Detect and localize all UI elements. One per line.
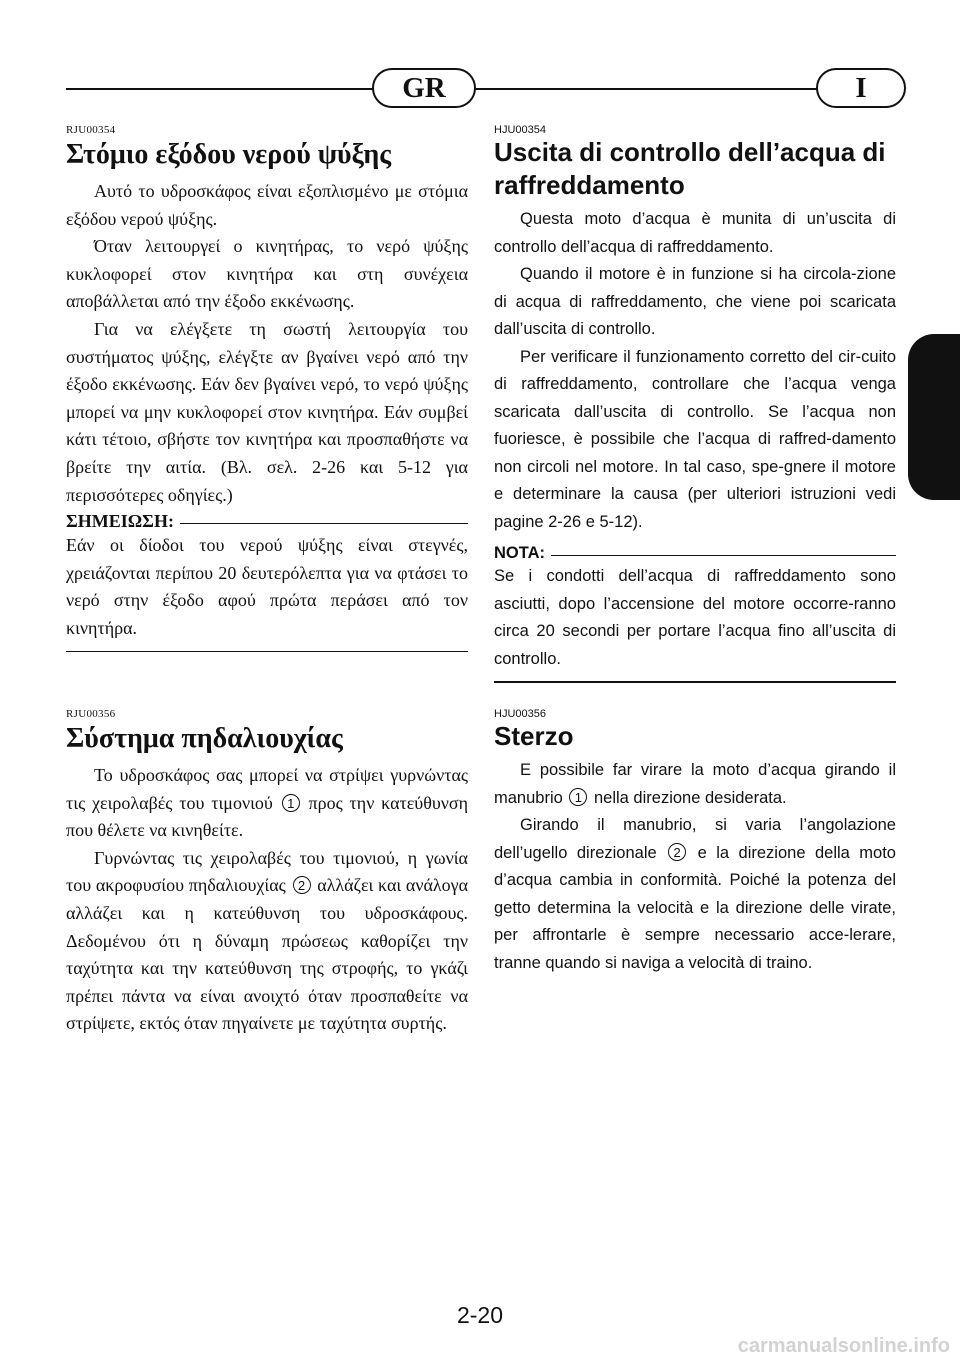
- page-number: 2-20: [456, 1302, 504, 1328]
- language-tab-greek: GR: [372, 68, 476, 108]
- note-header: [66, 511, 468, 532]
- section-title: Σύστημα πηδαλιουχίας: [66, 723, 343, 754]
- section-code: HJU00356: [494, 708, 546, 720]
- greek-section-steering: [66, 708, 468, 1038]
- italian-section-cooling-outlet: [494, 124, 896, 683]
- greek-section-cooling-outlet: [66, 124, 468, 652]
- paragraph-text: E possibile far virare la moto d’acqua girando il manubrio: [494, 761, 896, 807]
- paragraph: Questa moto d’acqua è munita di un’uscita di controllo dell’acqua di raffreddamento.: [494, 210, 896, 256]
- section-code: RJU00356: [66, 708, 116, 720]
- paragraph: Αυτό το υδροσκάφος είναι εξοπλισμένο με στόμια εξόδου νερού ψύξης.: [66, 181, 468, 229]
- paragraph-text: nella direzione desiderata.: [593, 788, 787, 807]
- paragraph: Quando il motore è in funzione si ha circola-zione di acqua di raffreddamento, che viene poi scaricata dall’uscita di controllo.: [494, 265, 896, 338]
- paragraph-text: προς την κατεύθυνση που θέλετε να κινηθείτε.: [66, 792, 469, 841]
- watermark[interactable]: carmanualsonline.info: [737, 1335, 950, 1357]
- paragraph: [66, 762, 468, 845]
- note-header: [494, 544, 896, 563]
- note-text: Εάν οι δίοδοι του νερού ψύξης είναι στεγνές, χρειάζονται περίπου 20 δευτερόλεπτα για να φτάσει το νερό στην έξοδο αφού πρώτα περάσει από τον κινητήρα.: [66, 535, 468, 638]
- paragraph: [494, 812, 896, 977]
- paragraph: [494, 757, 896, 812]
- callout-1-icon: 1: [282, 794, 300, 812]
- note-rule: [180, 523, 468, 525]
- paragraph-text: Girando il manubrio, si varia l’angolazione dell’ugello direzionale: [494, 816, 896, 862]
- note-end-rule: [494, 681, 896, 683]
- chapter-thumb-tab: [908, 334, 960, 500]
- paragraph-text: αλλάζει και ανάλογα αλλάζει και η κατεύθυνση του υδροσκάφους. Δεδομένου ότι η δύναμη πρώσεως καθορίζει την ταχύτητα και την κατεύθυνση της στροφής, το γκάζι πρέπει πάντα να είναι ανοιχτό όταν προσπαθείτε να στρίψετε, εκτός όταν πηγαίνετε με ταχύτητα συρτής.: [66, 875, 469, 1034]
- note-rule: [551, 555, 896, 557]
- italian-section-steering: [494, 708, 896, 977]
- paragraph: Όταν λειτουργεί ο κινητήρας, το νερό ψύξης κυκλοφορεί στον κινητήρα και στη συνέχεια αποβάλλεται από την έξοδο εκκένωσης.: [66, 236, 468, 312]
- section-title: Uscita di controllo dell’acqua di raffreddamento: [494, 137, 886, 200]
- paragraph-text: e la direzione della moto d’acqua cambia in conformità. Poiché la potenza del getto determina la velocità e la direzione delle virate, per affrontarle è sempre necessario acce-lerare, tranne quando si naviga a velocità di traino.: [494, 843, 896, 972]
- section-code: RJU00354: [66, 124, 116, 136]
- paragraph-text: Το υδροσκάφος σας μπορεί να στρίψει γυρνώντας τις χειρολαβές του τιμονιού: [66, 765, 468, 813]
- paragraph: Για να ελέγξετε τη σωστή λειτουργία του συστήματος ψύξης, ελέγξτε αν βγαίνει νερό από την έξοδο εκκένωσης. Εάν δεν βγαίνει νερό, το νερό ψύξης μπορεί να μην κυκλοφορεί στον κινητήρα. Εάν συμβεί κάτι τέτοιο, σβήστε τον κινητήρα και προσπαθήστε να βρείτε την αιτία. (Βλ. σελ. 2-26 και 5-12 για περισσότερες οδηγίες.): [66, 318, 468, 505]
- paragraph: Per verificare il funzionamento corretto del cir-cuito di raffreddamento, controllare che l’acqua venga scaricata dall’uscita di controllo. Se l’acqua non fuoriesce, è possibile che l’acqua di raffred-damento non circoli nel motore. In tal caso, spe-gnere il motore e determinare la causa (per ulteriori istruzioni vedi pagine 2-26 e 5-12).: [494, 347, 896, 531]
- note-label: ΣΗΜΕΙΩΣΗ:: [66, 511, 174, 532]
- note-text: Se i condotti dell’acqua di raffreddamento sono asciutti, dopo l’accensione del motore occorre-ranno circa 20 secondi per portare l’acqua fino all’uscita di controllo.: [494, 567, 896, 668]
- section-code: HJU00354: [494, 124, 546, 136]
- language-tab-italian: I: [816, 68, 906, 108]
- callout-2-icon: 2: [668, 843, 686, 861]
- paragraph: [66, 845, 468, 1038]
- note-end-rule: [66, 651, 468, 653]
- note-label: NOTA:: [494, 544, 546, 562]
- header-rule: [66, 88, 894, 90]
- section-title: Στόμιο εξόδου νερού ψύξης: [66, 139, 392, 170]
- callout-1-icon: 1: [569, 788, 587, 806]
- paragraph-text: Γυρνώντας τις χειρολαβές του τιμονιού, η γωνία του ακροφυσίου πηδαλιουχίας: [66, 847, 468, 896]
- section-title: Sterzo: [494, 721, 574, 751]
- callout-2-icon: 2: [293, 876, 311, 894]
